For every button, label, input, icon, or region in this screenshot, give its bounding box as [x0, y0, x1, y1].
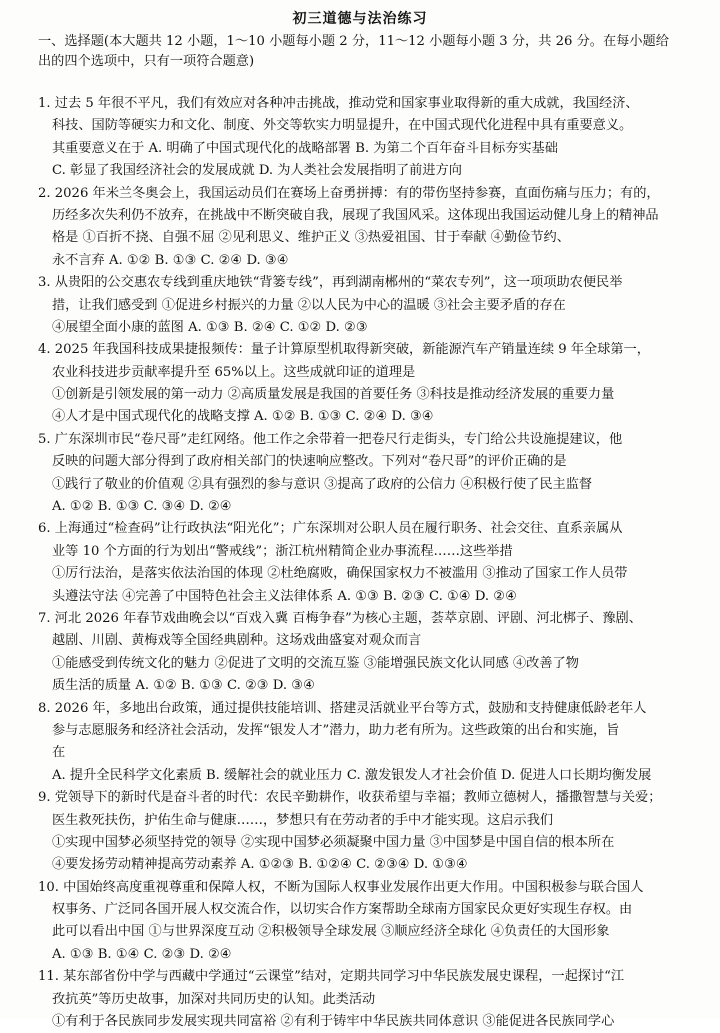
question-text: 此可以看出中国 ①与世界深度互动 ②积极领导全球发展 ③顺应经济全球化 ④负责任的大国形象	[52, 924, 610, 940]
question-text: 格是 ①百折不挠、自强不屈 ②见利思义、维护正义 ③热爱祖国、甘于奉献 ④勤俭节约、	[52, 230, 570, 246]
question-7	[38, 608, 700, 698]
question-text: 1. 过去 5 年很不平凡，我们有效应对各种冲击挑战，推动党和国家事业取得新的重大成就，我国经济、	[38, 96, 639, 111]
question-text: ①厉行法治，是落实依法治国的体现 ②杜绝腐败，确保国家权力不被滥用 ③推动了国家工作人员带	[52, 566, 628, 582]
question-text: 越剧、川剧、黄梅戏等全国经典剧种。这场戏曲盛宴对观众而言	[52, 633, 422, 649]
question-text: 5. 广东深圳市民“卷尺哥”走红网络。他工作之余带着一把卷尺行走街头，专门给公共设施提建议，他	[38, 431, 623, 447]
page-title: 初三道德与法治练习	[292, 11, 428, 27]
question-text: ①实现中国梦必须坚持党的领导 ②实现中国梦必须凝聚中国力量 ③中国梦是中国自信的根本所在	[52, 834, 615, 850]
answer-options: 永不言弃 A. ①② B. ①③ C. ②④ D. ③④	[52, 252, 289, 268]
question-text: ①践行了敬业的价值观 ②具有强烈的参与意识 ③提高了政府的公信力 ④积极行使了民主监督	[52, 476, 593, 492]
question-list	[38, 93, 700, 1033]
question-1	[38, 93, 700, 183]
answer-options: A. ①③ B. ①④ C. ②③ D. ②④	[52, 946, 232, 962]
question-8	[38, 698, 700, 788]
answer-options: 头遵法守法 ④完善了中国特色社会主义法律体系 A. ①③ B. ②③ C. ①④ D. ②④	[52, 588, 517, 604]
question-text: 措，让我们感受到 ①促进乡村振兴的力量 ②以人民为中心的温暖 ③社会主要矛盾的存在	[52, 297, 566, 313]
question-text: 4. 2025 年我国科技成果捷报频传：量子计算原型机取得新突破，新能源汽车产销量连续 9 年全球第一，	[38, 342, 650, 358]
question-text: 2. 2026 年米兰冬奥会上，我国运动员们在赛场上奋勇拼搏：有的带伤坚持参赛，直面伤痛与压力；有的，	[38, 185, 660, 201]
question-text: 6. 上海通过“检查码”让行政执法“阳光化”；广东深圳对公职人员在履行职务、社会交往、直系亲属从	[38, 521, 623, 537]
answer-options: A. 提升全民科学文化素质 B. 缓解社会的就业压力 C. 激发银发人才社会价值 D. 促进人口长期均衡发展	[52, 767, 652, 783]
question-text: 孜抗英”等历史故事，加深对共同历史的认知。此类活动	[52, 991, 376, 1007]
question-text: 9. 党领导下的新时代是奋斗者的时代：农民辛勤耕作，收获希望与幸福；教师立德树人，播撒智慧与关爱；	[38, 790, 662, 806]
question-text: ①创新是引领发展的第一动力 ②高质量发展是我国的首要任务 ③科技是推动经济发展的重要力量	[52, 387, 615, 403]
question-text: ①有利于各民族同步发展实现共同富裕 ②有利于铸牢中华民族共同体意识 ③能促进各民族同学心	[52, 1014, 615, 1030]
question-text: 7. 河北 2026 年春节戏曲晚会以“百戏入冀 百梅争春”为核心主题，荟萃京剧、评剧、河北梆子、豫剧、	[38, 610, 642, 626]
question-3	[38, 272, 700, 339]
question-6	[38, 518, 700, 608]
question-text: 10. 中国始终高度重视尊重和保障人权，不断为国际人权事业发展作出更大作用。中国积极参与联合国人	[38, 879, 644, 895]
instruction-line: 一、选择题(本大题共 12 小题，1～10 小题每小题 2 分，11～12 小题每小题 3 分，共 26 分。在每小题给	[38, 34, 669, 49]
question-text: 11. 某东部省份中学与西藏中学通过“云课堂”结对，定期共同学习中华民族发展史课程，一起探讨“江	[38, 969, 625, 985]
question-text: 其重要意义在于 A. 明确了中国式现代化的战略部署 B. 为第二个百年奋斗目标夯实基础	[52, 140, 558, 156]
instruction-line: 出的四个选项中，只有一项符合题意)	[38, 54, 255, 69]
answer-options: ④展望全面小康的蓝图 A. ①③ B. ②④ C. ①② D. ②③	[52, 319, 368, 335]
question-text: ①能感受到传统文化的魅力 ②促进了文明的交流互鉴 ③能增强民族文化认同感 ④改善了物	[52, 655, 579, 671]
question-text: 8. 2026 年，多地出台政策，通过提供技能培训、搭建灵活就业平台等方式，鼓励和支持健康低龄老年人	[38, 700, 647, 716]
question-text: 3. 从贵阳的公交惠农专线到重庆地铁“背篓专线”，再到湖南郴州的“菜农专列”，这一项项助农便民举	[38, 275, 623, 291]
answer-options: 质生活的质量 A. ①② B. ①③ C. ②③ D. ③④	[52, 678, 315, 694]
question-5	[38, 429, 700, 519]
question-text: 业等 10 个方面的行为划出“警戒线”；浙江杭州精简企业办事流程……这些举措	[52, 543, 513, 559]
question-text: 权事务、广泛同各国开展人权交流合作，以切实合作方案帮助全球南方国家民众更好实现生存权。由	[52, 902, 633, 918]
question-11	[38, 966, 700, 1033]
question-text: 农业科技进步贡献率提升至 65%以上。这些成就印证的道理是	[52, 364, 416, 380]
question-text: 反映的问题大部分得到了政府相关部门的快速响应整改。下列对“卷尺哥”的评价正确的是	[52, 454, 567, 470]
question-text: 科技、国防等硬实力和文化、制度、外交等软实力明显提升，在中国式现代化进程中具有重要意义。	[52, 118, 633, 134]
question-2	[38, 183, 700, 273]
question-10	[38, 877, 700, 967]
question-text: 医生救死扶伤，护佑生命与健康……，梦想只有在劳动者的手中才能实现。这启示我们	[52, 812, 554, 828]
answer-options: C. 彰显了我国经济社会的发展成就 D. 为人类社会发展指明了前进方向	[52, 163, 462, 179]
question-text: 在	[52, 745, 66, 761]
question-9	[38, 787, 700, 877]
section-instructions	[38, 32, 698, 72]
answer-options: ④要发扬劳动精神提高劳动素养 A. ①②③ B. ①②④ C. ②③④ D. ①③④	[52, 857, 468, 873]
question-text: 历经多次失利仍不放弃，在挑战中不断突破自我，展现了我国风采。这体现出我国运动健儿身上的精神品	[52, 207, 659, 223]
answer-options: A. ①② B. ①③ C. ③④ D. ②④	[52, 499, 232, 515]
answer-options: ④人才是中国式现代化的战略支撑 A. ①② B. ①③ C. ②④ D. ③④	[52, 409, 434, 425]
question-4	[38, 339, 700, 429]
question-text: 参与志愿服务和经济社会活动，发挥“银发人才”潜力，助力老有所为。这些政策的出台和实施，旨	[52, 722, 620, 738]
